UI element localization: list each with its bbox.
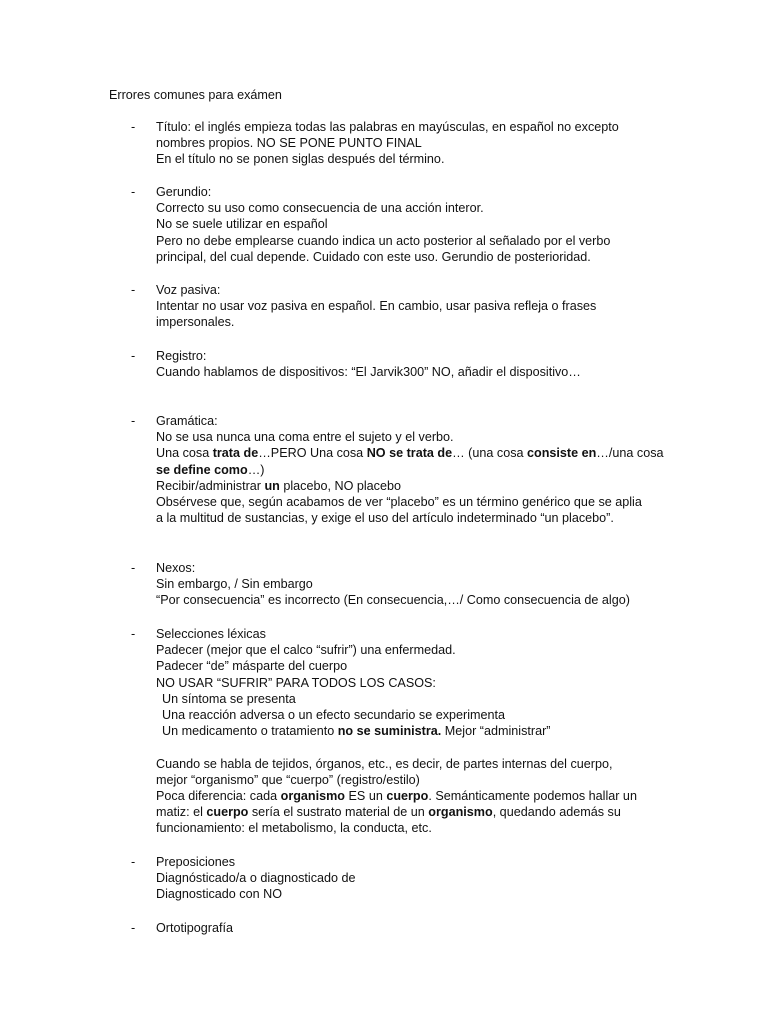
section-line: Diagnosticado con NO (156, 887, 283, 902)
section-heading: Ortotipografía (156, 921, 234, 935)
section-line: Diagnósticado/a o diagnosticado de (156, 871, 356, 886)
section-line: principal, del cual depende. Cuidado con este uso. Gerundio de posterioridad. (156, 249, 591, 264)
section-line: Intentar no usar voz pasiva en español. En cambio, usar pasiva refleja o frases (156, 299, 597, 314)
section-line: impersonales. (156, 315, 235, 330)
list-bullet: - (131, 561, 136, 575)
section-line: Cuando se habla de tejidos, órganos, etc., es decir, de partes internas del cuerpo, (156, 756, 613, 771)
list-bullet: - (131, 349, 136, 363)
list-bullet: - (131, 627, 136, 641)
section-line: Obsérvese que, según acabamos de ver “placebo” es un término genérico que se aplia (156, 495, 642, 510)
section-line: Padecer (mejor que el calco “sufrir”) una enfermedad. (156, 643, 456, 658)
section-line: Poca diferencia: cada organismo ES un cuerpo. Semánticamente podemos hallar un (156, 789, 637, 804)
section-line: Un síntoma se presenta (162, 691, 296, 706)
section-line: No se usa nunca una coma entre el sujeto y el verbo. (156, 430, 454, 445)
list-bullet: - (131, 120, 136, 134)
section-heading: Registro: (156, 349, 207, 363)
list-bullet: - (131, 283, 136, 297)
section-line: funcionamiento: el metabolismo, la conducta, etc. (156, 821, 432, 836)
section-line: Cuando hablamos de dispositivos: “El Jarvik300” NO, añadir el dispositivo… (156, 365, 581, 380)
section-line: Correcto su uso como consecuencia de una acción interor. (156, 201, 484, 216)
section-line: se define como…) (156, 462, 265, 477)
section-heading: Selecciones léxicas (156, 627, 266, 641)
section-line: Una reacción adversa o un efecto secundario se experimenta (162, 708, 506, 723)
section-line: No se suele utilizar en español (156, 217, 328, 232)
section-heading: Preposiciones (156, 855, 236, 869)
section-line: Una cosa trata de…PERO Una cosa NO se trata de… (una cosa consiste en…/una cosa (156, 446, 664, 461)
section-line: Padecer “de” másparte del cuerpo (156, 659, 348, 674)
section-heading: Gramática: (156, 414, 218, 428)
document-title: Errores comunes para exámen (109, 88, 282, 102)
section-line: Pero no debe emplearse cuando indica un acto posterior al señalado por el verbo (156, 233, 611, 248)
section-heading: Nexos: (156, 561, 196, 575)
list-bullet: - (131, 855, 136, 869)
section-line: nombres propios. NO SE PONE PUNTO FINAL (156, 136, 422, 151)
section-line: Recibir/administrar un placebo, NO placebo (156, 478, 401, 493)
section-line: NO USAR “SUFRIR” PARA TODOS LOS CASOS: (156, 675, 436, 690)
section-line: En el título no se ponen siglas después del término. (156, 152, 445, 167)
section-line: “Por consecuencia” es incorrecto (En consecuencia,…/ Como consecuencia de algo) (156, 593, 630, 608)
section-line: Sin embargo, / Sin embargo (156, 577, 313, 592)
section-line: a la multitud de sustancias, y exige el uso del artículo indeterminado “un placebo”. (156, 511, 614, 526)
section-heading: Voz pasiva: (156, 283, 221, 297)
section-heading: Gerundio: (156, 185, 212, 199)
section-heading: Título: el inglés empieza todas las palabras en mayúsculas, en español no excepto (156, 120, 619, 134)
section-line: matiz: el cuerpo sería el sustrato material de un organismo, quedando además su (156, 805, 621, 820)
list-bullet: - (131, 921, 136, 935)
section-line: Un medicamento o tratamiento no se suministra. Mejor “administrar” (162, 724, 551, 739)
list-bullet: - (131, 185, 136, 199)
section-line: mejor “organismo” que “cuerpo” (registro/estilo) (156, 772, 420, 787)
list-bullet: - (131, 414, 136, 428)
